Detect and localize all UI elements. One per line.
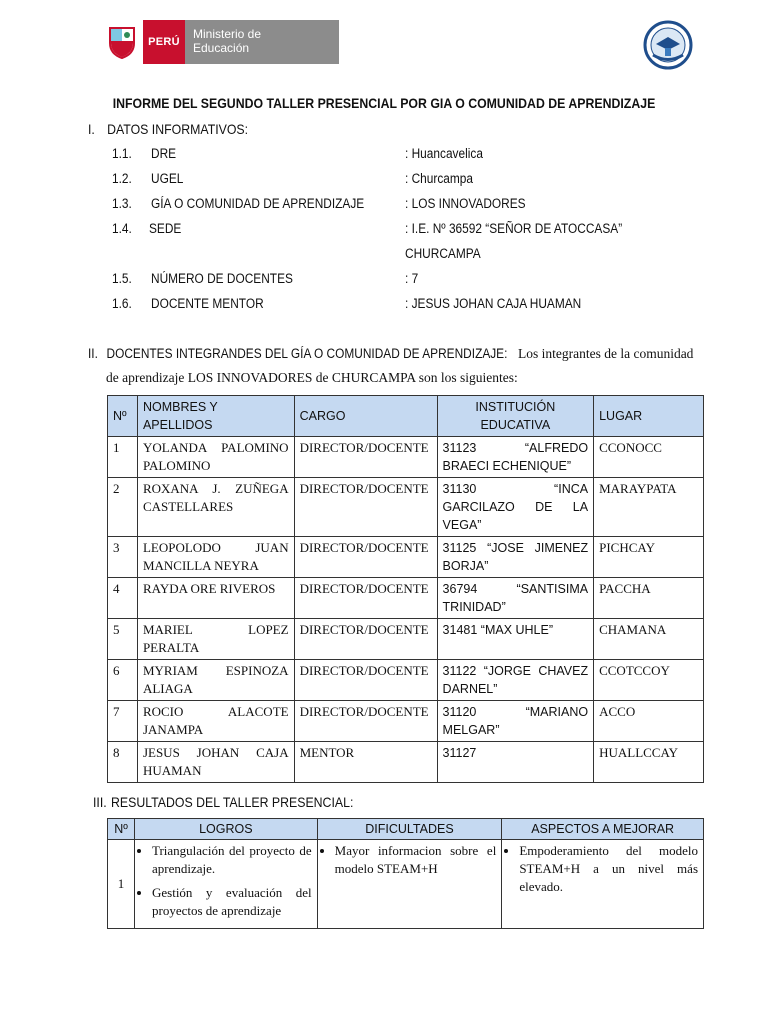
col-header-lugar: LUGAR	[594, 396, 704, 437]
col-header-n: Nº	[108, 396, 138, 437]
cell-lugar: HUALLCCAY	[594, 742, 704, 783]
cell-institucion: 31122 “JORGE CHAVEZ DARNEL”	[437, 660, 594, 701]
dato-label: GÍA O COMUNIDAD DE APRENDIZAJE	[151, 196, 365, 211]
resultado-row	[108, 840, 704, 929]
cell-number: 3	[108, 537, 138, 578]
cell-nombre: YOLANDA PALOMINO PALOMINO	[137, 437, 294, 478]
cell-cargo: DIRECTOR/DOCENTE	[294, 701, 437, 742]
cell-cargo: DIRECTOR/DOCENTE	[294, 578, 437, 619]
cell-nombre: JESUS JOHAN CAJA HUAMAN	[137, 742, 294, 783]
cell-nombre: RAYDA ORE RIVEROS	[137, 578, 294, 619]
report-title: INFORME DEL SEGUNDO TALLER PRESENCIAL POR GIA O COMUNIDAD DE APRENDIZAJE	[112, 95, 656, 111]
dato-number: 1.2.	[112, 171, 132, 186]
docente-row	[108, 478, 704, 537]
docente-row	[108, 619, 704, 660]
cell-number: 5	[108, 619, 138, 660]
dato-number: 1.5.	[112, 271, 132, 286]
col-header-cargo: CARGO	[294, 396, 437, 437]
ministry-line-2: Educación	[193, 41, 250, 55]
resultados-table-header	[108, 819, 704, 840]
section-3-title: RESULTADOS DEL TALLER PRESENCIAL:	[110, 794, 354, 810]
docentes-table	[107, 395, 704, 783]
dato-value: : 7	[405, 271, 419, 286]
cell-nombre: MYRIAM ESPINOZA ALIAGA	[137, 660, 294, 701]
cell-number: 1	[108, 840, 135, 929]
dato-label: NÚMERO DE DOCENTES	[151, 271, 293, 286]
cell-number: 1	[108, 437, 138, 478]
cell-cargo: MENTOR	[294, 742, 437, 783]
dato-value-continued: CHURCAMPA	[405, 246, 481, 261]
docente-row	[108, 437, 704, 478]
col-header-logros: LOGROS	[134, 819, 317, 840]
docente-row	[108, 660, 704, 701]
cell-institucion: 31127	[437, 742, 594, 783]
ministry-label	[185, 20, 339, 64]
cell-nombre: ROXANA J. ZUÑEGA CASTELLARES	[137, 478, 294, 537]
cell-cargo: DIRECTOR/DOCENTE	[294, 478, 437, 537]
dato-value: : I.E. Nº 36592 “SEÑOR DE ATOCCASA”	[405, 221, 623, 236]
cell-lugar: CHAMANA	[594, 619, 704, 660]
dato-number: 1.3.	[112, 196, 132, 211]
col-header-nombres: NOMBRES Y APELLIDOS	[137, 396, 294, 437]
section-2-title: DOCENTES INTEGRANDES DEL GÍA O COMUNIDAD DE APRENDIZAJE:	[106, 346, 508, 361]
dato-label: SEDE	[149, 221, 182, 236]
dato-number: 1.6.	[112, 296, 132, 311]
dato-label: UGEL	[151, 171, 184, 186]
peru-coat-of-arms-icon	[101, 20, 143, 64]
ministry-line-1: Ministerio de	[193, 27, 262, 41]
cell-number: 7	[108, 701, 138, 742]
cell-lugar: ACCO	[594, 701, 704, 742]
cell-number: 8	[108, 742, 138, 783]
cell-institucion: 36794 “SANTISIMA TRINIDAD”	[437, 578, 594, 619]
section-3-numeral: III.	[93, 794, 107, 810]
section-3-heading	[93, 794, 353, 810]
cell-nombre: ROCIO ALACOTE JANAMPA	[137, 701, 294, 742]
dato-value: : LOS INNOVADORES	[405, 196, 526, 211]
col-header-dificultades: DIFICULTADES	[317, 819, 502, 840]
section-2-numeral: II.	[88, 346, 98, 361]
col-header-aspectos: ASPECTOS A MEJORAR	[502, 819, 704, 840]
docente-row	[108, 578, 704, 619]
dato-number: 1.4.	[112, 221, 132, 236]
cell-logros	[134, 840, 317, 929]
peru-label: PERÚ	[143, 20, 185, 64]
bullet-item: • Gestión y evaluación del proyectos de aprendizaje	[152, 884, 312, 920]
col-header-institucion: INSTITUCIÓN EDUCATIVA	[437, 396, 594, 437]
cell-institucion: 31123 “ALFREDO BRAECI ECHENIQUE”	[437, 437, 594, 478]
dato-value: : JESUS JOHAN CAJA HUAMAN	[405, 296, 582, 311]
cell-nombre: LEOPOLODO JUAN MANCILLA NEYRA	[137, 537, 294, 578]
docente-row	[108, 742, 704, 783]
cell-cargo: DIRECTOR/DOCENTE	[294, 437, 437, 478]
section-1-numeral: I.	[88, 121, 95, 137]
cell-cargo: DIRECTOR/DOCENTE	[294, 619, 437, 660]
docente-row	[108, 701, 704, 742]
dato-label: DRE	[151, 146, 177, 161]
bullet-item: • Mayor informacion sobre el modelo STEAM+H	[335, 842, 497, 878]
cell-lugar: CCOTCCOY	[594, 660, 704, 701]
dato-value: : Churcampa	[405, 171, 474, 186]
cell-dificultades	[317, 840, 502, 929]
cell-aspectos	[502, 840, 704, 929]
institution-seal-icon	[643, 20, 693, 75]
cell-number: 2	[108, 478, 138, 537]
col-header-n: Nº	[108, 819, 135, 840]
section-2-intro	[88, 342, 708, 390]
dato-label: DOCENTE MENTOR	[151, 296, 264, 311]
docentes-table-header	[108, 396, 704, 437]
docente-row	[108, 537, 704, 578]
section-2-text-line-1: Los integrantes de la comunidad	[514, 346, 694, 361]
cell-lugar: CCONOCC	[594, 437, 704, 478]
cell-cargo: DIRECTOR/DOCENTE	[294, 537, 437, 578]
cell-number: 4	[108, 578, 138, 619]
section-1-title: DATOS INFORMATIVOS:	[107, 121, 249, 137]
section-2-text-line-2: de aprendizaje LOS INNOVADORES de CHURCAMPA son los siguientes:	[106, 370, 518, 385]
cell-institucion: 31130 “INCA GARCILAZO DE LA VEGA”	[437, 478, 594, 537]
cell-cargo: DIRECTOR/DOCENTE	[294, 660, 437, 701]
cell-lugar: PACCHA	[594, 578, 704, 619]
minedu-logo	[101, 20, 339, 64]
cell-nombre: MARIEL LOPEZ PERALTA	[137, 619, 294, 660]
cell-lugar: PICHCAY	[594, 537, 704, 578]
cell-institucion: 31120 “MARIANO MELGAR”	[437, 701, 594, 742]
section-1-heading	[88, 121, 248, 137]
cell-institucion: 31481 “MAX UHLE”	[437, 619, 594, 660]
cell-number: 6	[108, 660, 138, 701]
dato-value: : Huancavelica	[405, 146, 483, 161]
cell-lugar: MARAYPATA	[594, 478, 704, 537]
bullet-item: • Triangulación del proyecto de aprendizaje.	[152, 842, 312, 878]
bullet-item: • Empoderamiento del modelo STEAM+H a un nivel más elevado.	[519, 842, 698, 896]
dato-number: 1.1.	[112, 146, 132, 161]
resultados-table	[107, 818, 704, 929]
cell-institucion: 31125 “JOSE JIMENEZ BORJA”	[437, 537, 594, 578]
